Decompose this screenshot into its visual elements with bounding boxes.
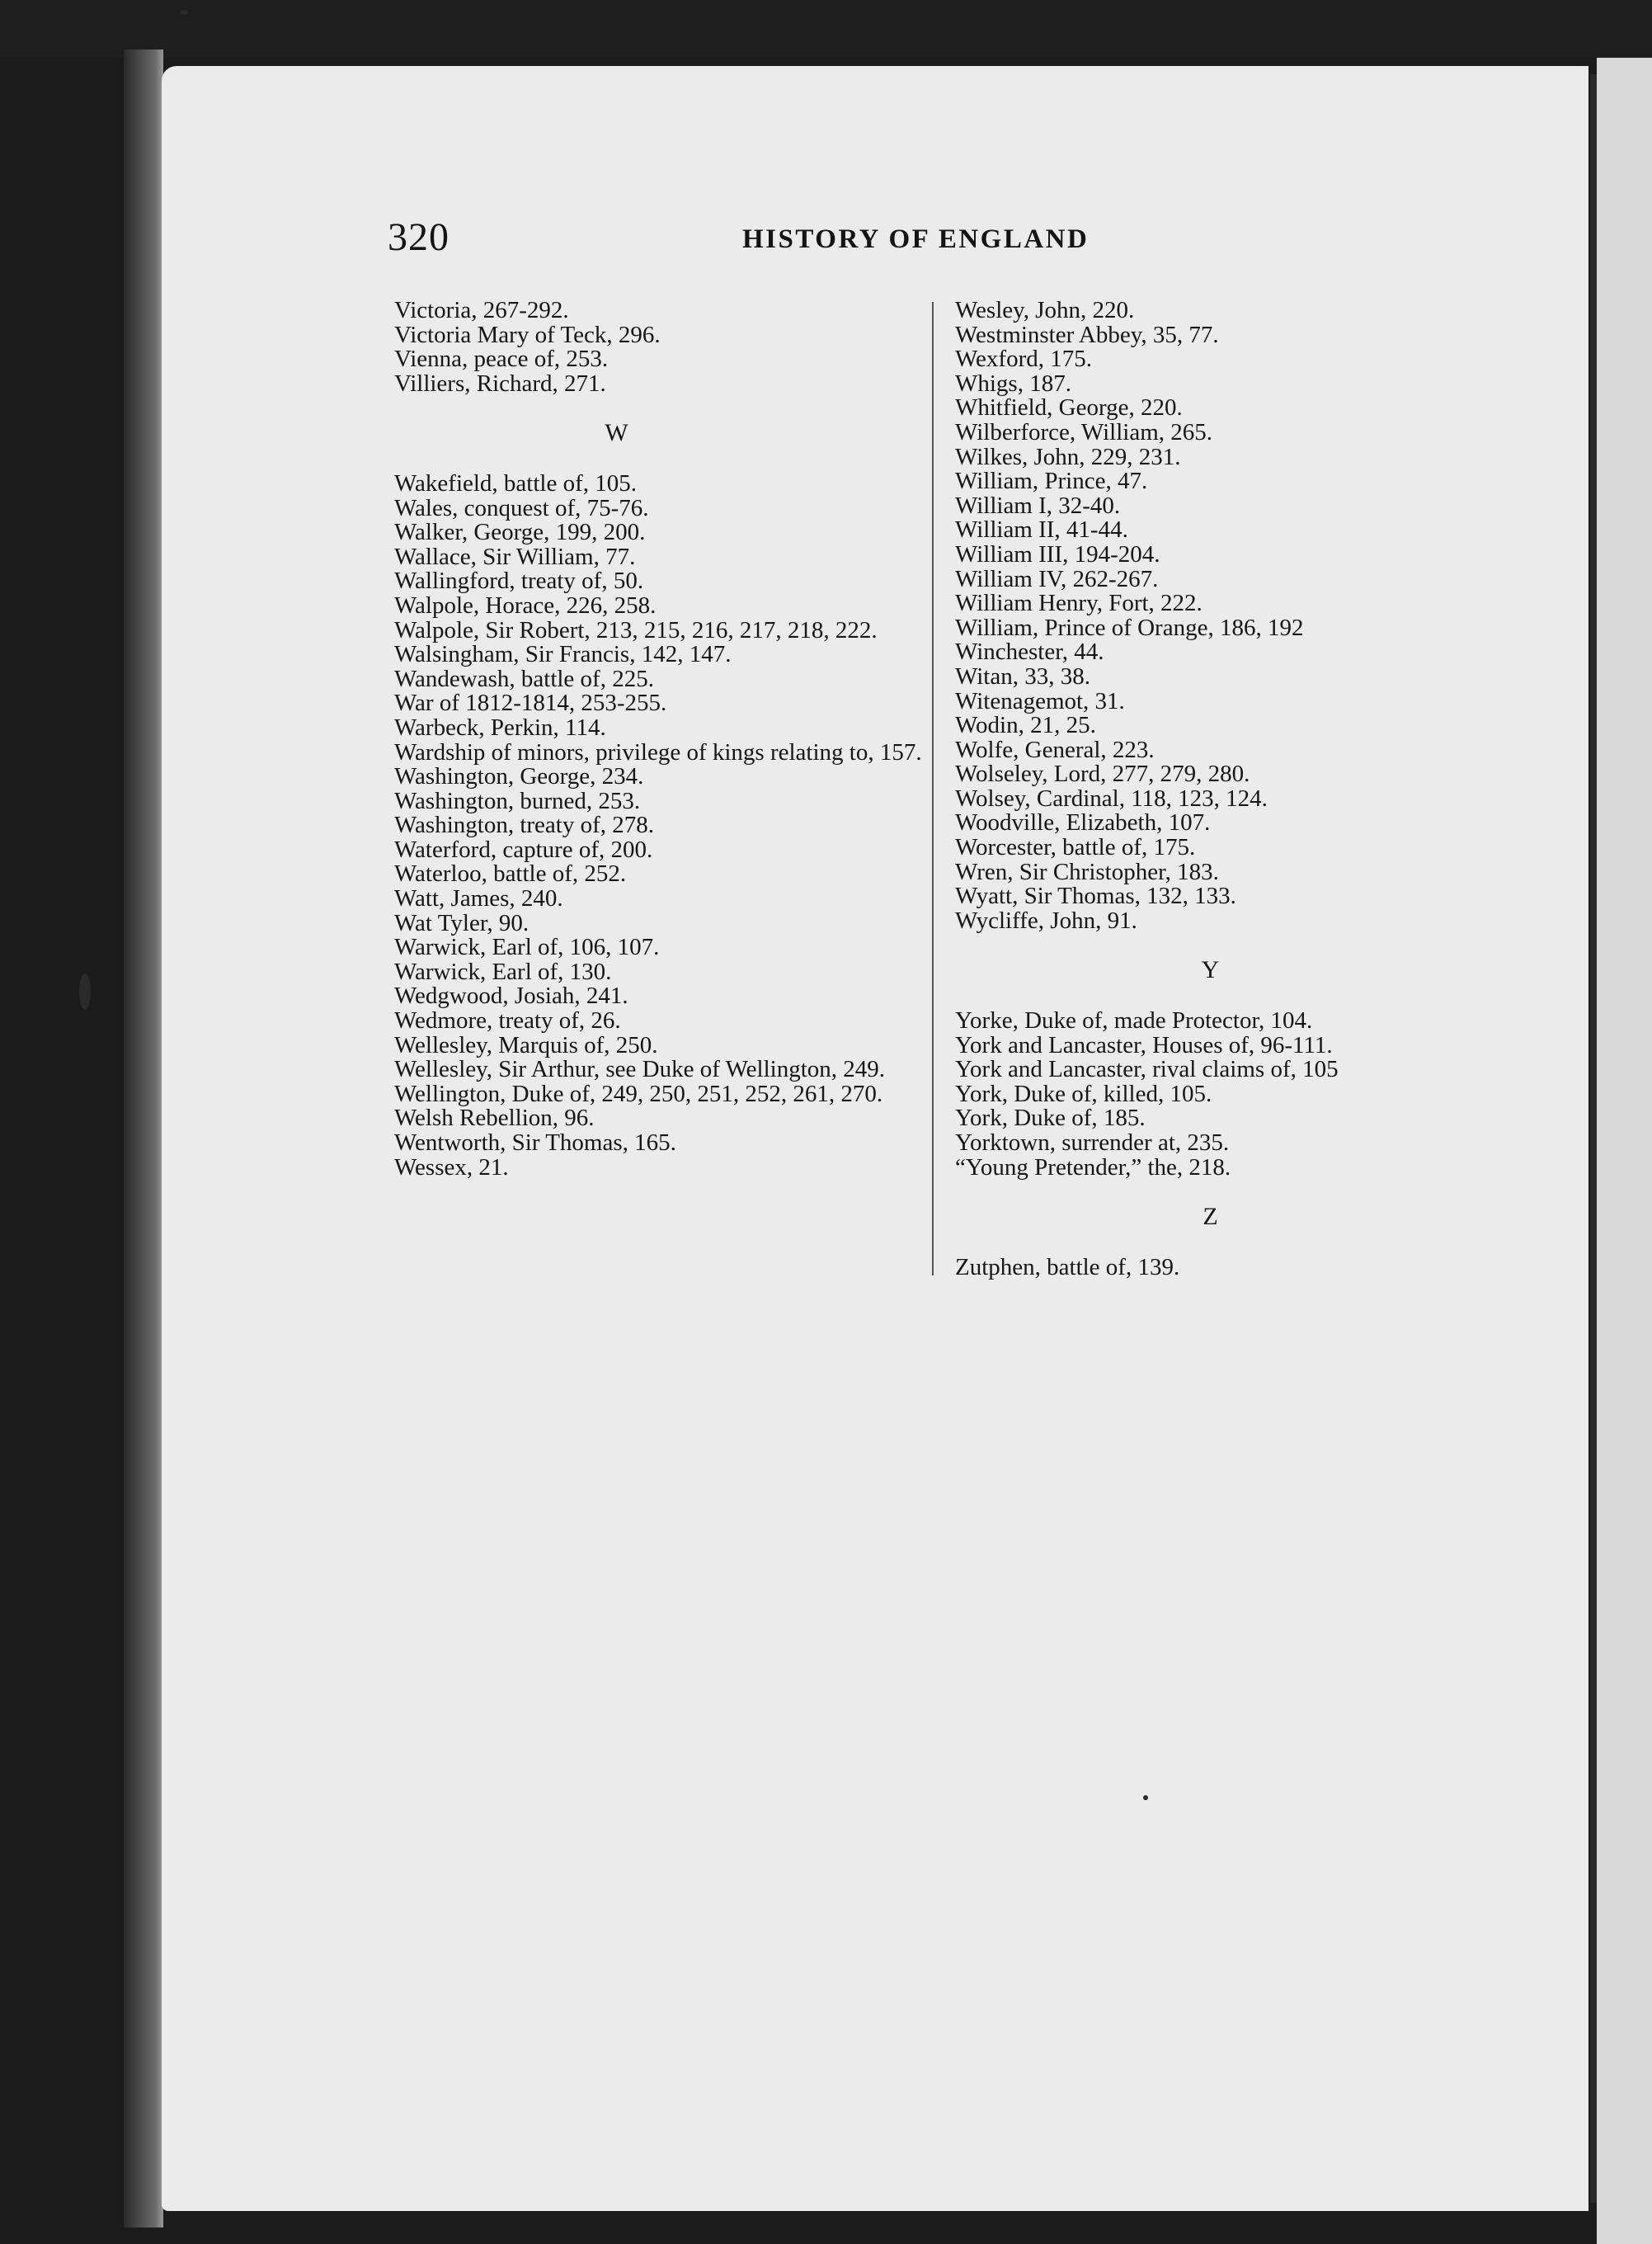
index-entry: Wandewash, battle of, 225. xyxy=(394,665,654,692)
index-entry: William III, 194-204. xyxy=(955,540,1160,568)
index-entry: Witan, 33, 38. xyxy=(955,662,1090,690)
index-entry: Wellington, Duke of, 249, 250, 251, 252, 261, 270. xyxy=(394,1080,883,1107)
index-entry: Vienna, peace of, 253. xyxy=(394,346,609,373)
index-entry: Wallingford, treaty of, 50. xyxy=(394,568,644,595)
index-entry: Villiers, Richard, 271. xyxy=(394,370,606,397)
index-entry: Washington, treaty of, 278. xyxy=(394,812,654,839)
index-column-right xyxy=(955,299,1499,1280)
index-entry: “Young Pretender,” the, 218. xyxy=(955,1153,1231,1181)
index-entry: William Henry, Fort, 222. xyxy=(955,590,1203,617)
index-entry: Wessex, 21. xyxy=(394,1153,509,1181)
index-entry: York, Duke of, 185. xyxy=(955,1105,1146,1132)
index-entry: Yorke, Duke of, made Protector, 104. xyxy=(955,1007,1313,1035)
entries-w-continued xyxy=(955,299,1499,933)
index-entry: Wesley, John, 220. xyxy=(955,297,1135,323)
index-entry: Westminster Abbey, 35, 77. xyxy=(955,321,1219,348)
index-entry: Wodin, 21, 25. xyxy=(955,712,1096,739)
index-entry: William, Prince, 47. xyxy=(955,468,1148,495)
index-entry: Wales, conquest of, 75-76. xyxy=(394,494,649,521)
entries-z xyxy=(955,1253,1499,1280)
page-number: 320 xyxy=(388,215,449,259)
index-entry: Walker, George, 199, 200. xyxy=(394,519,646,546)
index-entry: Wellesley, Sir Arthur, see Duke of Wellington, 249. xyxy=(394,1056,886,1083)
index-entry: William IV, 262-267. xyxy=(955,565,1159,592)
letter-heading-w: W xyxy=(605,419,629,447)
index-entry: Whigs, 187. xyxy=(955,370,1071,397)
index-entry: Witenagemot, 31. xyxy=(955,687,1125,714)
index-entry: William II, 41-44. xyxy=(955,516,1128,544)
scan-border-top xyxy=(0,0,1652,58)
index-entry: Walpole, Horace, 226, 258. xyxy=(394,592,657,619)
scan-speck xyxy=(79,974,91,1010)
index-entry: York, Duke of, killed, 105. xyxy=(955,1080,1212,1107)
column-divider xyxy=(932,302,934,1275)
entries-v xyxy=(394,299,922,396)
index-entry: Wilkes, John, 229, 231. xyxy=(955,443,1181,470)
index-entry: York and Lancaster, Houses of, 96-111. xyxy=(955,1031,1333,1058)
index-entry: William, Prince of Orange, 186, 192 xyxy=(955,614,1304,641)
scan-speck xyxy=(1143,1795,1148,1800)
index-entry: Wentworth, Sir Thomas, 165. xyxy=(394,1129,676,1156)
index-entry: York and Lancaster, rival claims of, 105 xyxy=(955,1056,1339,1083)
index-entry: Watt, James, 240. xyxy=(394,885,563,912)
index-entry: Wolseley, Lord, 277, 279, 280. xyxy=(955,761,1250,788)
index-entry: Waterford, capture of, 200. xyxy=(394,836,653,863)
letter-heading-z: Z xyxy=(1203,1203,1219,1231)
entries-w xyxy=(394,469,922,1181)
index-entry: Warwick, Earl of, 130. xyxy=(394,958,612,985)
index-entry: Worcester, battle of, 175. xyxy=(955,834,1196,861)
index-entry: Washington, George, 234. xyxy=(394,763,644,790)
index-entry: Warwick, Earl of, 106, 107. xyxy=(394,934,660,961)
index-entry: Wolfe, General, 223. xyxy=(955,736,1155,763)
index-column-left xyxy=(394,299,922,1180)
scan-border-right xyxy=(1597,58,1652,2244)
entries-y xyxy=(955,1009,1499,1180)
index-entry: Woodville, Elizabeth, 107. xyxy=(955,809,1211,837)
index-entry: War of 1812-1814, 253-255. xyxy=(394,690,667,717)
book-spine-edge xyxy=(124,50,163,2228)
index-entry: Winchester, 44. xyxy=(955,639,1104,666)
index-entry: Wyatt, Sir Thomas, 132, 133. xyxy=(955,883,1236,910)
index-entry: William I, 32-40. xyxy=(955,492,1121,519)
letter-heading-y: Y xyxy=(1201,956,1221,984)
index-entry: Walsingham, Sir Francis, 142, 147. xyxy=(394,641,732,668)
running-head: HISTORY OF ENGLAND xyxy=(742,224,1090,254)
index-entry: Whitfield, George, 220. xyxy=(955,394,1183,422)
scan-speck xyxy=(180,10,188,15)
index-entry: Walpole, Sir Robert, 213, 215, 216, 217, 218, 222. xyxy=(394,616,878,644)
page-edge-rule xyxy=(1590,74,1597,2203)
index-entry: Victoria, 267-292. xyxy=(394,297,569,323)
index-entry: Wat Tyler, 90. xyxy=(394,909,529,936)
index-entry: Wallace, Sir William, 77. xyxy=(394,543,636,570)
index-entry: Wardship of minors, privilege of kings relating to, 157. xyxy=(394,738,922,766)
index-entry: Zutphen, battle of, 139. xyxy=(955,1253,1180,1280)
index-entry: Wedgwood, Josiah, 241. xyxy=(394,983,628,1010)
index-entry: Wellesley, Marquis of, 250. xyxy=(394,1031,658,1058)
index-entry: Wycliffe, John, 91. xyxy=(955,907,1137,934)
index-entry: Yorktown, surrender at, 235. xyxy=(955,1129,1230,1156)
index-entry: Washington, burned, 253. xyxy=(394,787,641,814)
index-entry: Wedmore, treaty of, 26. xyxy=(394,1007,621,1035)
index-entry: Wilberforce, William, 265. xyxy=(955,418,1213,446)
index-entry: Wolsey, Cardinal, 118, 123, 124. xyxy=(955,785,1268,812)
index-entry: Wexford, 175. xyxy=(955,346,1092,373)
index-entry: Warbeck, Perkin, 114. xyxy=(394,714,606,741)
index-entry: Waterloo, battle of, 252. xyxy=(394,860,627,888)
index-entry: Victoria Mary of Teck, 296. xyxy=(394,321,661,348)
index-entry: Wren, Sir Christopher, 183. xyxy=(955,858,1219,885)
index-entry: Welsh Rebellion, 96. xyxy=(394,1105,595,1132)
index-entry: Wakefield, battle of, 105. xyxy=(394,469,638,497)
